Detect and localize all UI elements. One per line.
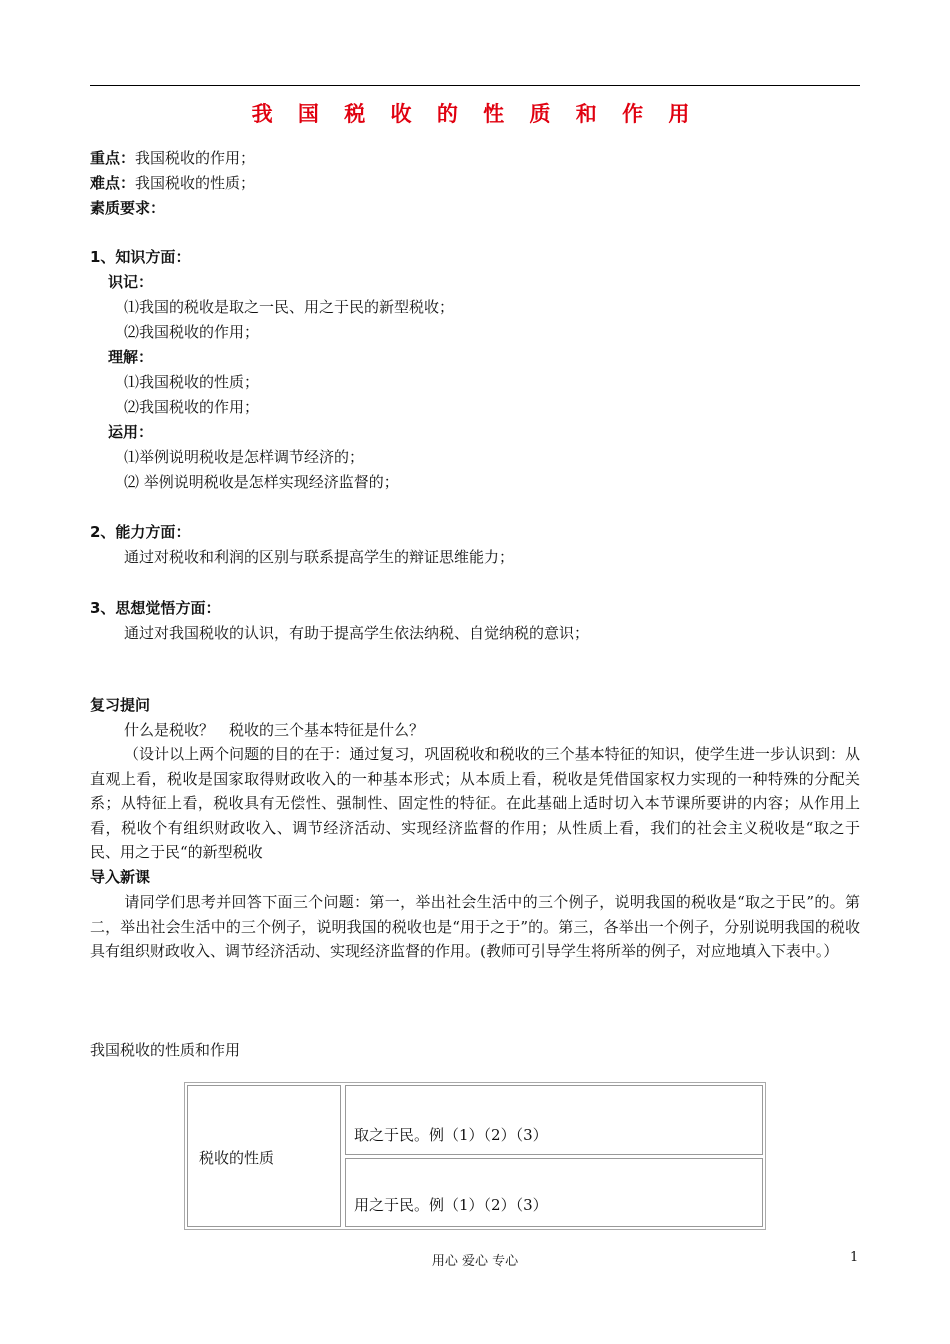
key-point-text: 我国税收的作用； [135, 149, 256, 167]
understand-item-2: ⑵我国税收的作用； [124, 398, 260, 416]
page-number: 1 [850, 1250, 859, 1265]
table-cell-2-text: 用之于民。例（1）（2）（3） [354, 1196, 548, 1214]
memorize-item-1: ⑴我国的税收是取之一民、用之于民的新型税收； [124, 298, 455, 316]
table-cell-used-for-people [345, 1158, 763, 1227]
table-row-label-cell [187, 1085, 341, 1227]
thought-text: 通过对我国税收的认识，有助于提高学生依法纳税、自觉纳税的意识； [124, 624, 590, 642]
footer-motto: 用心 爱心 专心 [431, 1254, 519, 1269]
review-question: 什么是税收？ 税收的三个基本特征是什么？ [124, 721, 425, 739]
key-point-line [90, 146, 255, 170]
table-cell-1-text: 取之于民。例（1）（2）（3） [354, 1126, 548, 1144]
understand-item-1: ⑴我国税收的性质； [124, 373, 260, 391]
header-rule [90, 85, 860, 86]
intro-paragraph [90, 890, 860, 964]
document-title: 我 国 税 收 的 性 质 和 作 用 [251, 102, 699, 126]
table-cell-taken-from-people [345, 1085, 763, 1155]
intro-heading: 导入新课 [90, 868, 151, 886]
ability-text: 通过对税收和利润的区别与联系提高学生的辩证思维能力； [124, 548, 515, 566]
apply-item-2: ⑵ 举例说明税收是怎样实现经济监督的； [124, 473, 399, 491]
table-row-label: 税收的性质 [199, 1149, 275, 1167]
difficulty-text: 我国税收的性质； [135, 174, 256, 192]
difficulty-line [90, 171, 255, 195]
nature-table [184, 1082, 766, 1230]
ability-heading: 2、能力方面： [90, 523, 191, 541]
review-paragraph [90, 742, 860, 865]
difficulty-label: 难点： [90, 174, 136, 192]
memorize-label: 识记： [108, 273, 154, 291]
knowledge-heading: 1、知识方面： [90, 248, 191, 266]
apply-item-1: ⑴举例说明税收是怎样调节经济的； [124, 448, 365, 466]
review-heading: 复习提问 [90, 696, 151, 714]
table-caption: 我国税收的性质和作用 [90, 1041, 241, 1059]
quality-requirement-label: 素质要求： [90, 199, 166, 217]
intro-paragraph-text: 请同学们思考并回答下面三个问题：第一，举出社会生活中的三个例子，说明我国的税收是“取之于民”的。第二，举出社会生活中的三个例子，说明我国的税收也是“用于之于”的。第三，各举出一个例子，分别说明我国的税收具有组织财政收入、调节经济活动、实现经济监督的作用。(教师可引导学生将所举的例子，对应地填入下表中。） [90, 893, 860, 960]
thought-heading: 3、思想觉悟方面： [90, 599, 221, 617]
key-point-label: 重点： [90, 149, 136, 167]
memorize-item-2: ⑵我国税收的作用； [124, 323, 260, 341]
apply-label: 运用： [108, 423, 154, 441]
review-paragraph-text: （设计以上两个问题的目的在于：通过复习，巩固税收和税收的三个基本特征的知识，使学生进一步认识到：从直观上看，税收是国家取得财政收入的一种基本形式；从本质上看，税收是凭借国家权力实现的一种特殊的分配关系；从特征上看，税收具有无偿性、强制性、固定性的特征。在此基础上适时切入本节课所要讲的内容；从作用上看，税收个有组织财政收入、调节经济活动、实现经济监督的作用；从性质上看，我们的社会主义税收是“取之于民、用之于民“的新型税收 [90, 745, 860, 861]
understand-label: 理解： [108, 348, 154, 366]
